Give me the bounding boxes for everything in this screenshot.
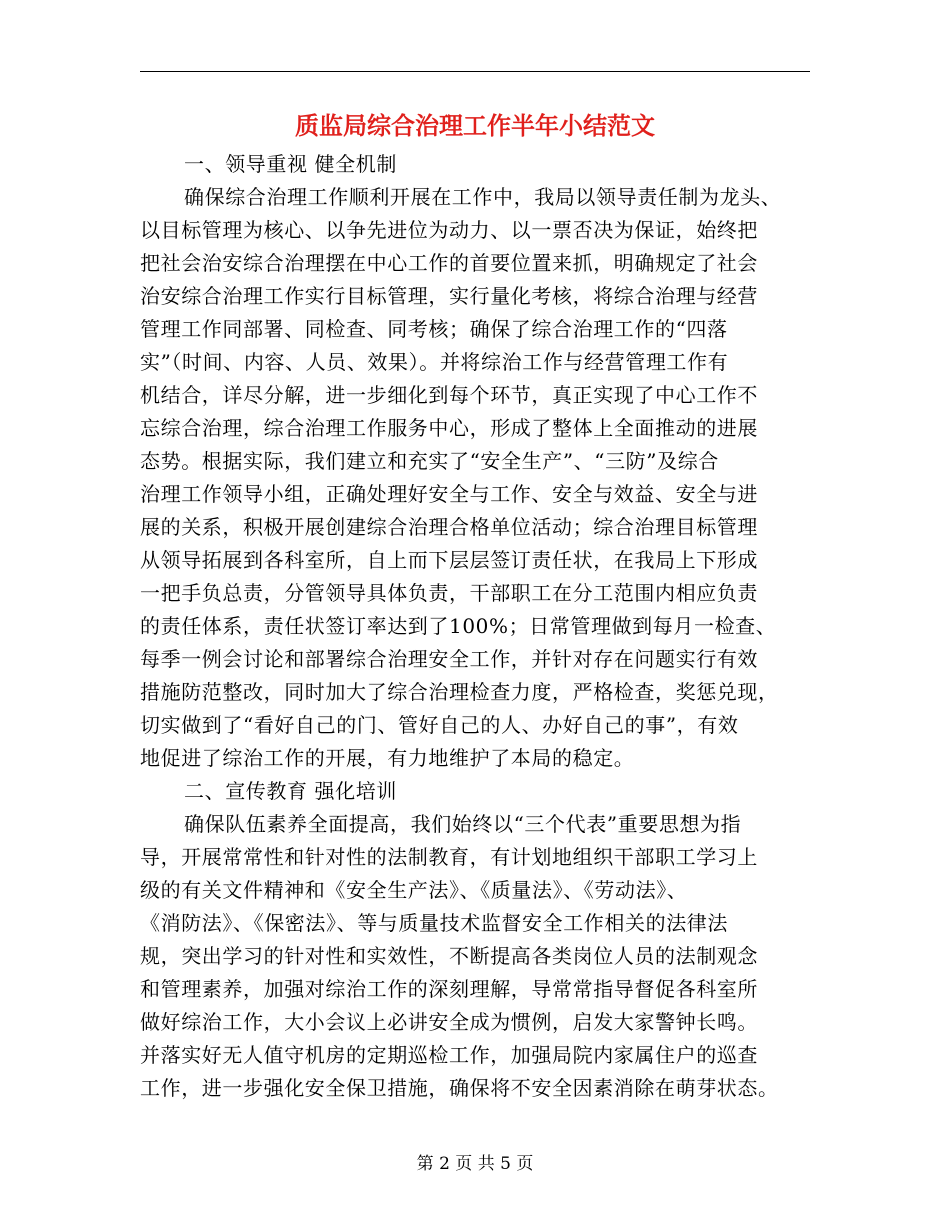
paragraph-line: 治安综合治理工作实行目标管理，实行量化考核，将综合治理与经营 (140, 284, 758, 308)
paragraph-line: 每季一例会讨论和部署综合治理安全工作，并针对存在问题实行有效 (140, 647, 758, 671)
document-body (140, 148, 810, 1105)
section-heading: 一、领导重视 健全机制 (184, 152, 397, 176)
paragraph-line: 态势。根据实际，我们建立和充实了“安全生产”、“三防”及综合 (140, 449, 719, 473)
paragraph-line: 规，突出学习的针对性和实效性，不断提高各类岗位人员的法制观念 (140, 944, 758, 968)
paragraph-line: 《消防法》、《保密法》、等与质量技术监督安全工作相关的法律法 (140, 911, 728, 935)
paragraph-line: 机结合，详尽分解，进一步细化到每个环节，真正实现了中心工作不 (140, 383, 758, 407)
paragraph-line: 切实做到了“看好自己的门、管好自己的人、办好自己的事”，有效 (140, 713, 739, 737)
paragraph-line: 展的关系，积极开展创建综合治理合格单位活动；综合治理目标管理 (140, 515, 758, 539)
paragraph-line: 地促进了综治工作的开展，有力地维护了本局的稳定。 (140, 746, 635, 770)
paragraph-line: 确保综合治理工作顺利开展在工作中，我局以领导责任制为龙头、 (184, 185, 782, 209)
paragraph-line: 和管理素养，加强对综治工作的深刻理解，导常常指导督促各科室所 (140, 977, 758, 1001)
paragraph-line: 管理工作同部署、同检查、同考核；确保了综合治理工作的“四落 (140, 317, 728, 341)
document-title: 质监局综合治理工作半年小结范文 (295, 111, 655, 140)
paragraph-line: 导，开展常常性和针对性的法制教育，有计划地组织干部职工学习上 (140, 845, 758, 869)
page-number: 第 2 页 共 5 页 (416, 1154, 534, 1174)
paragraph-line: 从领导拓展到各科室所，自上而下层层签订责任状，在我局上下形成 (140, 548, 758, 572)
paragraph-line: 一把手负总责，分管领导具体负责，干部职工在分工范围内相应负责 (140, 581, 758, 605)
paragraph-line: 治理工作领导小组，正确处理好安全与工作、安全与效益、安全与进 (140, 482, 758, 506)
paragraph-line: 实”（时间、内容、人员、效果）。并将综治工作与经营管理工作有 (140, 350, 729, 374)
paragraph-line: 确保队伍素养全面提高，我们始终以“三个代表”重要思想为指 (184, 812, 742, 836)
paragraph-line: 做好综治工作，大小会议上必讲安全成为惯例，启发大家警钟长鸣。 (140, 1010, 758, 1034)
section-heading: 二、宣传教育 强化培训 (184, 779, 397, 803)
paragraph-line: 以目标管理为核心、以争先进位为动力、以一票否决为保证，始终把 (140, 218, 758, 242)
paragraph-line: 措施防范整改，同时加大了综合治理检查力度，严格检查，奖惩兑现， (140, 680, 779, 704)
paragraph-line: 忘综合治理，综合治理工作服务中心，形成了整体上全面推动的进展 (140, 416, 758, 440)
paragraph-line: 级的有关文件精神和《安全生产法》、《质量法》、《劳动法》、 (140, 878, 688, 902)
header-rule (140, 71, 810, 72)
paragraph-line: 并落实好无人值守机房的定期巡检工作，加强局院内家属住户的巡查 (140, 1043, 758, 1067)
paragraph-line: 的责任体系，责任状签订率达到了100%；日常管理做到每月一检查、 (140, 614, 777, 638)
paragraph-line: 工作，进一步强化安全保卫措施，确保将不安全因素消除在萌芽状态。 (140, 1076, 779, 1100)
paragraph-line: 把社会治安综合治理摆在中心工作的首要位置来抓，明确规定了社会 (140, 251, 758, 275)
